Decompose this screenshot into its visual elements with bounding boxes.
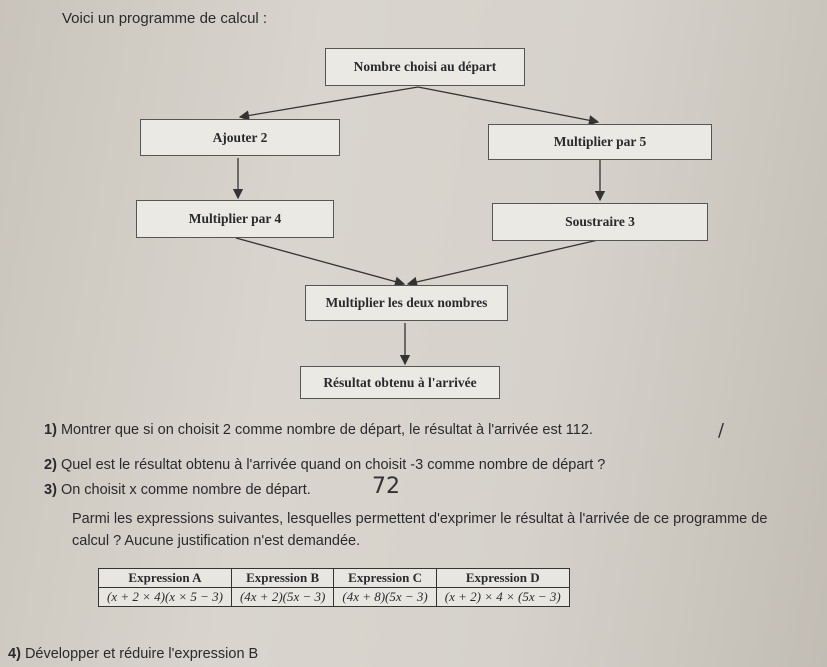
question-1	[44, 422, 593, 438]
handwritten-72: 72	[372, 474, 400, 499]
question-text: Quel est le résultat obtenu à l'arrivée quand on choisit -3 comme nombre de départ ?	[60, 457, 606, 473]
flow-start-box: Nombre choisi au départ	[325, 48, 525, 86]
expression-a-value: (x + 2 × 4)(x × 5 − 3)	[99, 588, 232, 607]
question-text: On choisit x comme nombre de départ.	[60, 482, 311, 498]
expressions-table	[98, 568, 570, 607]
intro-text: Voici un programme de calcul :	[62, 10, 268, 27]
expression-c-value: (4x + 8)(5x − 3)	[334, 588, 436, 607]
expression-b-value: (4x + 2)(5x − 3)	[231, 588, 333, 607]
expression-d-value: (x + 2) × 4 × (5x − 3)	[436, 588, 569, 607]
expression-c-header: Expression C	[334, 569, 436, 588]
question-text: Développer et réduire l'expression B	[24, 646, 259, 662]
question-3-paragraph: Parmi les expressions suivantes, lesquelles permettent d'exprimer le résultat à l'arrivée de ce programme de calcul ? Aucune justification n'est demandée.	[72, 511, 768, 549]
question-number: 3)	[44, 482, 57, 498]
flow-subtract-3-box: Soustraire 3	[492, 203, 708, 241]
expression-d-header: Expression D	[436, 569, 569, 588]
question-3	[44, 482, 311, 498]
flow-result-box: Résultat obtenu à l'arrivée	[300, 366, 500, 399]
flow-multiply-5-box: Multiplier par 5	[488, 124, 712, 160]
question-4	[8, 646, 258, 662]
question-number: 1)	[44, 422, 57, 438]
expression-a-header: Expression A	[99, 569, 232, 588]
handwritten-check-mark: /	[718, 420, 725, 441]
question-text: Montrer que si on choisit 2 comme nombre de départ, le résultat à l'arrivée est 112.	[60, 422, 593, 438]
expression-b-header: Expression B	[231, 569, 333, 588]
question-2	[44, 457, 605, 473]
question-number: 2)	[44, 457, 57, 473]
question-number: 4)	[8, 646, 21, 662]
flow-add-2-box: Ajouter 2	[140, 119, 340, 156]
flow-multiply-both-box: Multiplier les deux nombres	[305, 285, 508, 321]
flow-multiply-4-box: Multiplier par 4	[136, 200, 334, 238]
